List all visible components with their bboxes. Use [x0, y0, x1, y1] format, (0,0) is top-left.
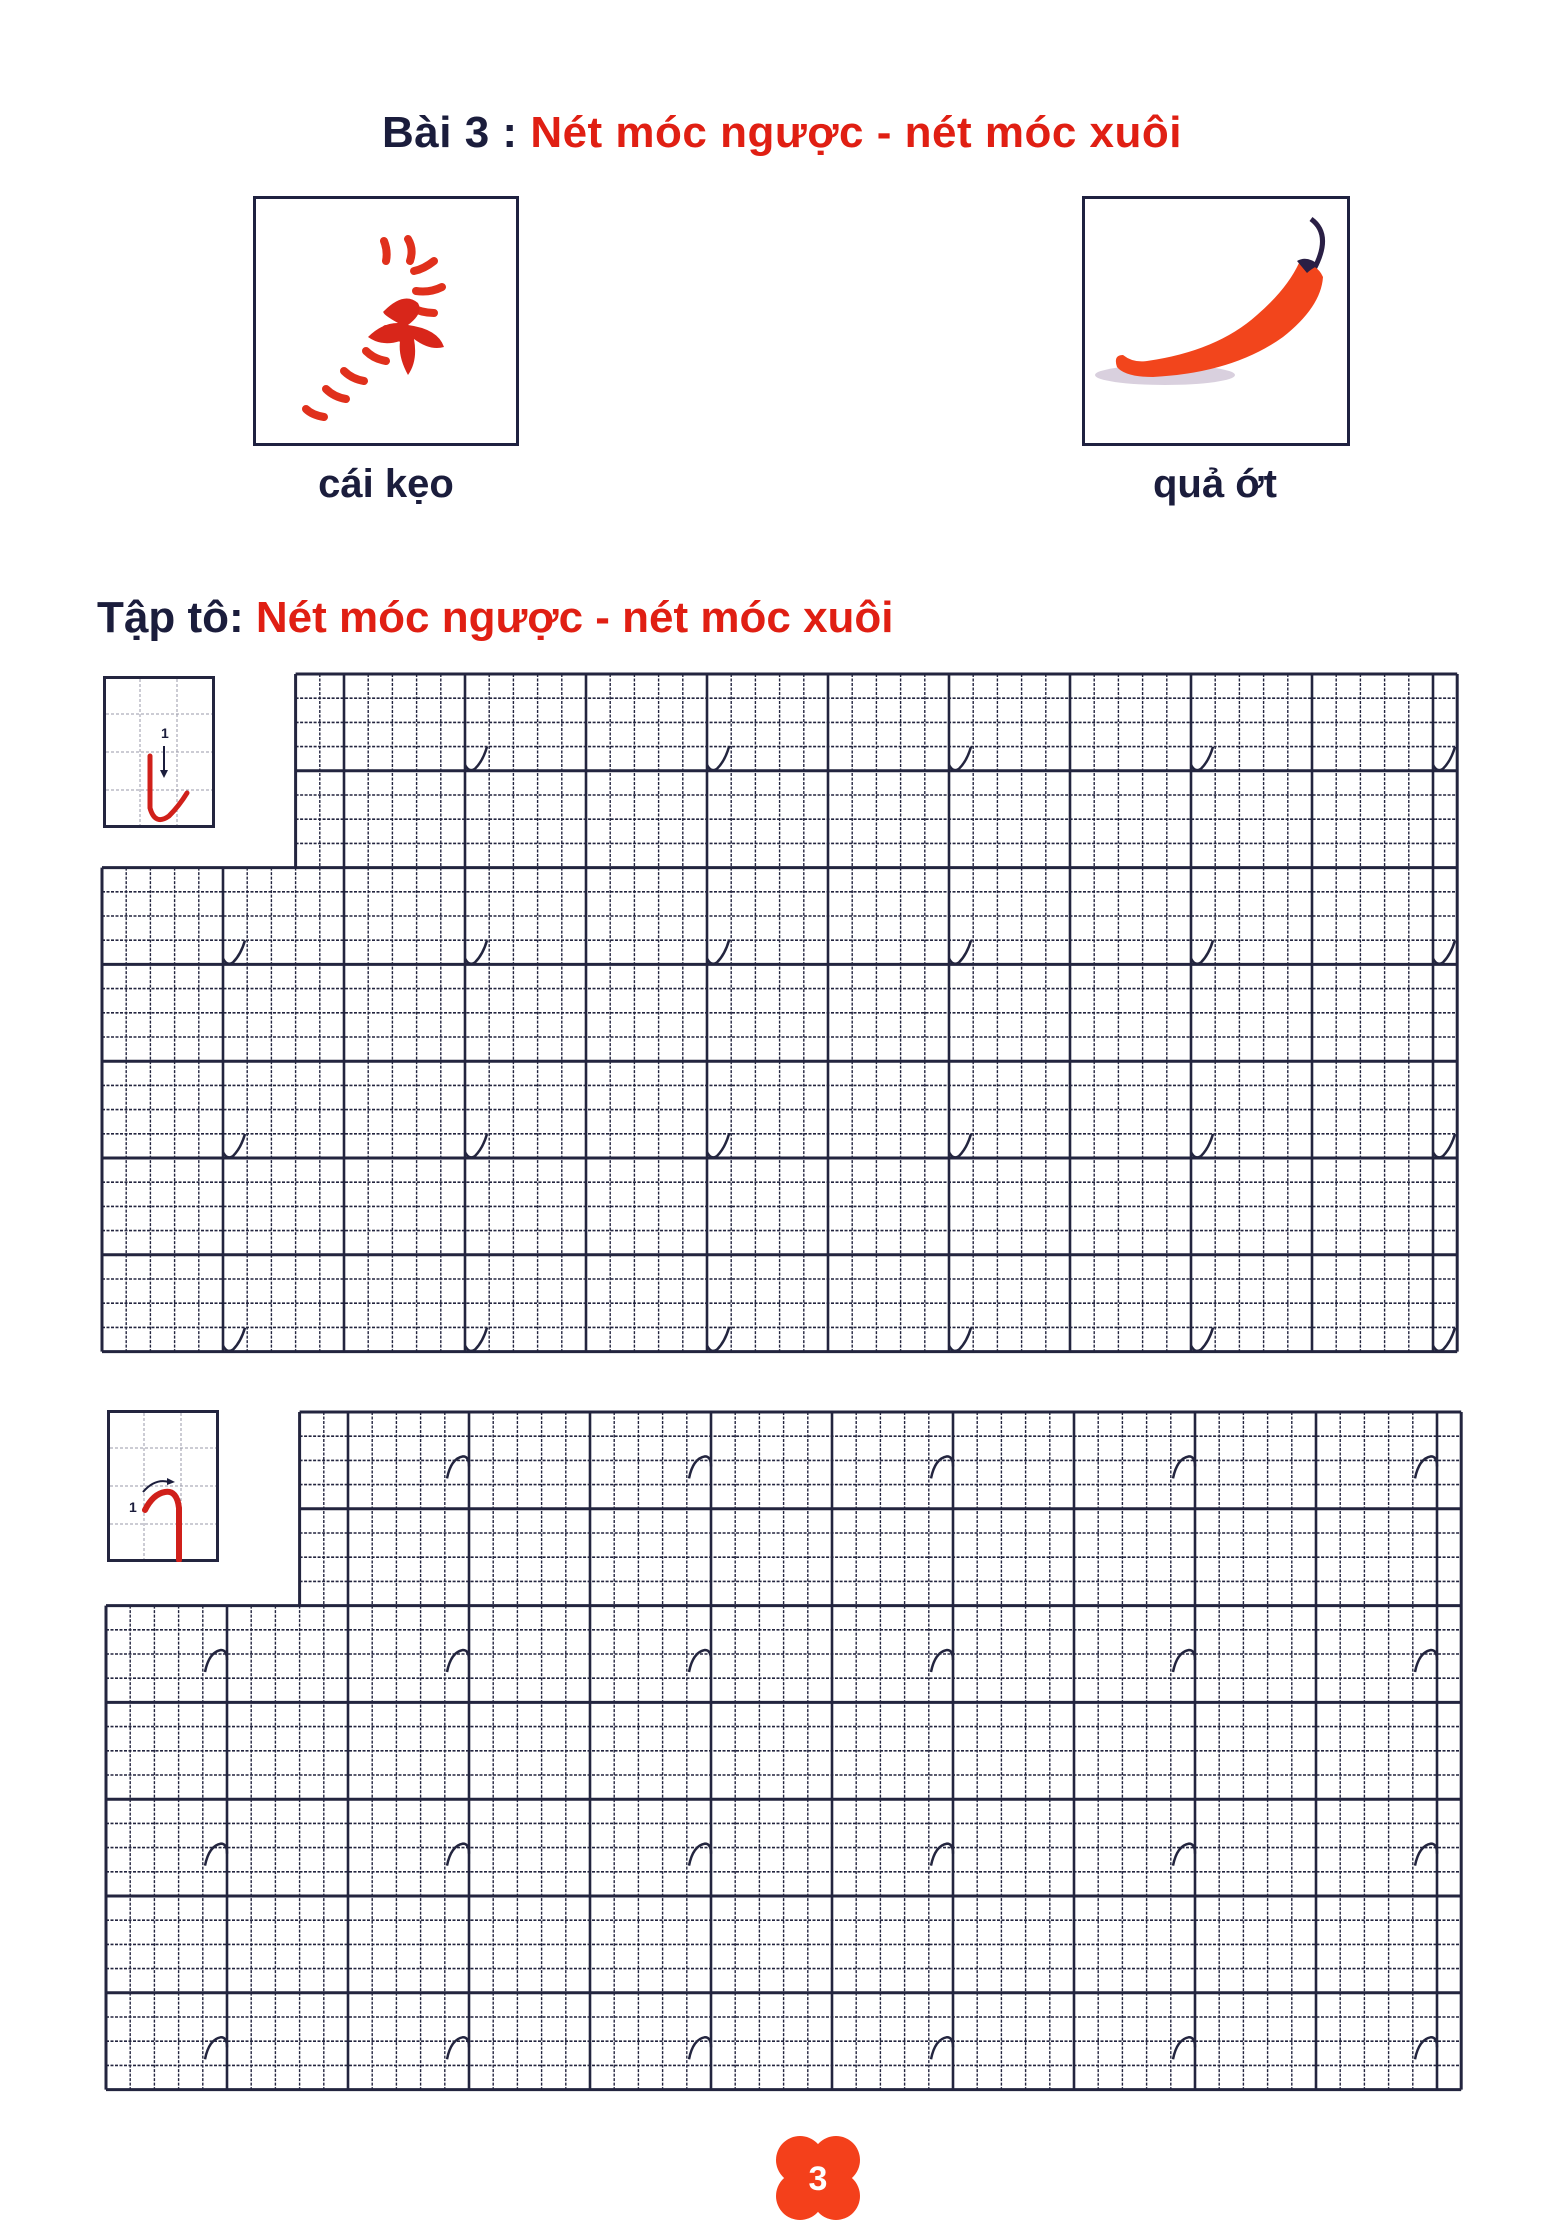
page-number-badge — [770, 2130, 866, 2226]
tracing-grid-hook-up[interactable] — [100, 668, 1460, 1368]
lesson-label: Bài 3 : — [382, 108, 518, 157]
flower-badge-icon — [770, 2130, 866, 2226]
pepper-picture-frame — [1082, 196, 1350, 446]
candy-caption: cái kẹo — [318, 462, 454, 506]
tracing-grid-hook-down[interactable] — [104, 1406, 1464, 2106]
exercise-2-tracing-grid[interactable] — [104, 1406, 1464, 2106]
chili-pepper-icon — [1085, 199, 1347, 443]
candy-cane-icon — [256, 199, 516, 443]
practice-title: Nét móc ngược - nét móc xuôi — [255, 593, 894, 642]
candy-picture-frame — [253, 196, 519, 446]
practice-label: Tập tô: — [97, 593, 244, 642]
stroke-order-number: 1 — [129, 1499, 137, 1515]
pepper-caption: quả ớt — [1153, 462, 1277, 506]
page-number: 3 — [808, 2160, 828, 2198]
lesson-title — [0, 108, 1564, 158]
lesson-title-text: Nét móc ngược - nét móc xuôi — [530, 108, 1182, 157]
practice-heading — [97, 593, 894, 643]
exercise-1-tracing-grid[interactable] — [100, 668, 1460, 1368]
stroke-order-number: 1 — [161, 725, 169, 741]
